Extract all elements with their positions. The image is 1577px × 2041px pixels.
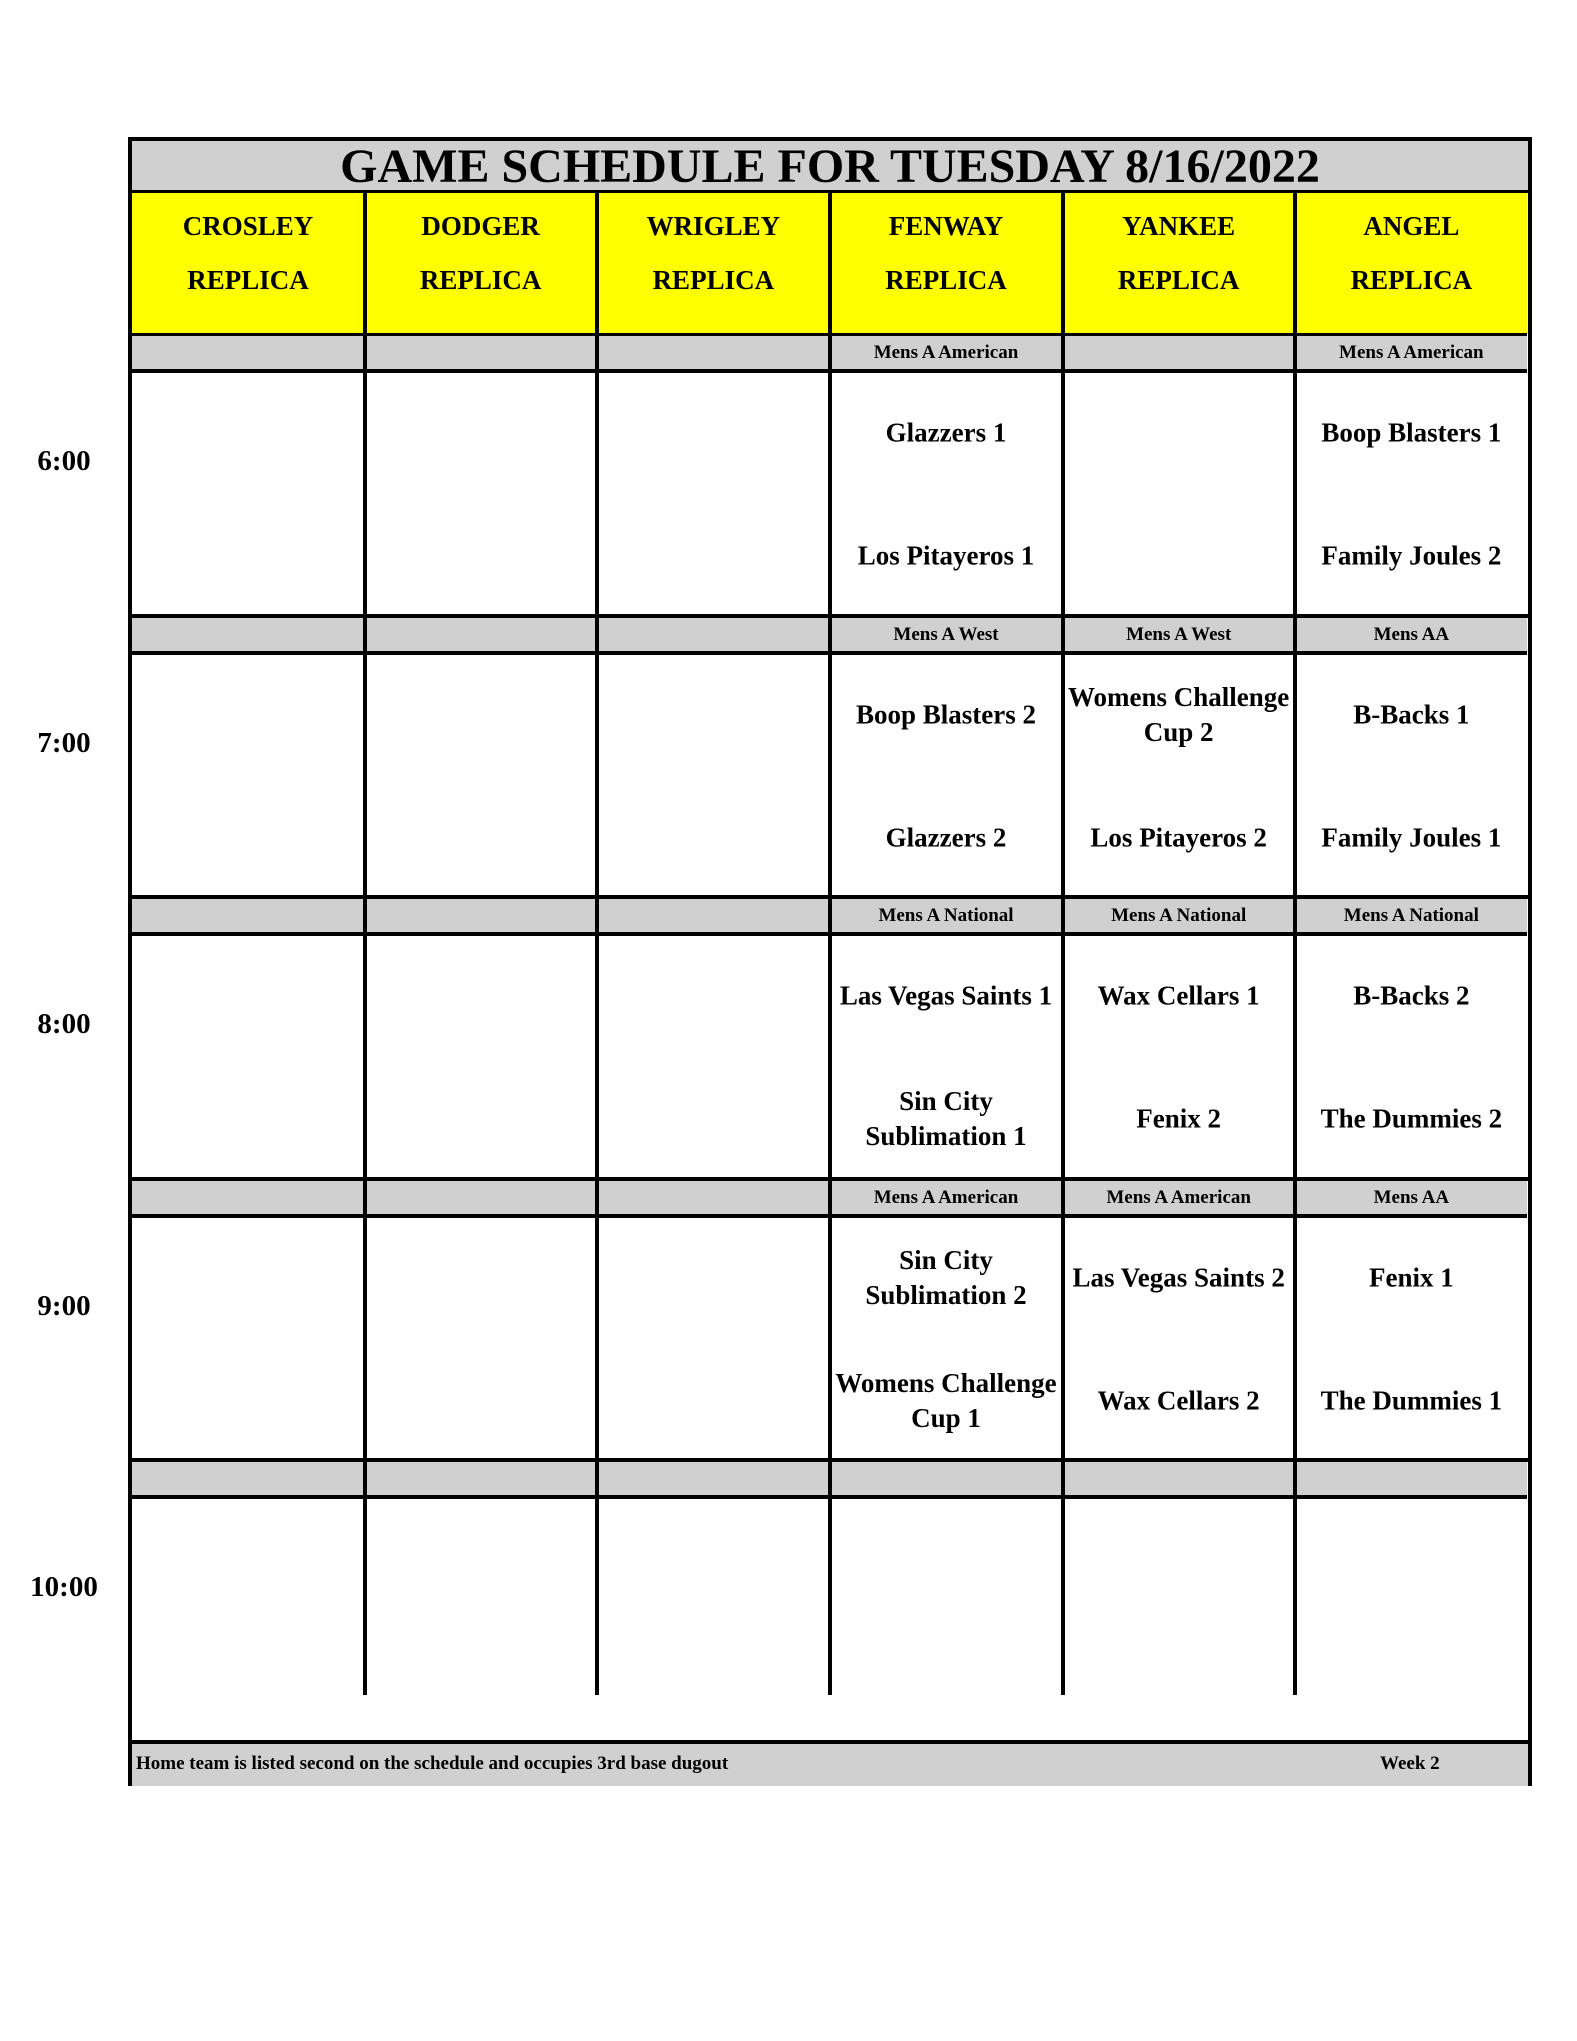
division-label: Mens A American bbox=[1063, 1181, 1295, 1218]
division-label bbox=[132, 1462, 364, 1499]
division-label bbox=[132, 899, 364, 936]
field-header-dodger bbox=[365, 193, 597, 336]
division-label bbox=[597, 618, 829, 655]
field-header-fenway bbox=[830, 193, 1062, 336]
away-team: Las Vegas Saints 2 bbox=[1072, 1262, 1285, 1292]
division-label: Mens AA bbox=[1295, 618, 1527, 655]
time-label: 6:00 bbox=[37, 445, 91, 478]
field-name: YANKEE bbox=[1122, 211, 1236, 241]
field-type: REPLICA bbox=[885, 265, 1007, 295]
home-team: Glazzers 2 bbox=[885, 822, 1007, 852]
division-label bbox=[597, 1181, 829, 1218]
home-team: The Dummies 1 bbox=[1320, 1385, 1503, 1415]
home-team: Womens Challenge Cup 1 bbox=[835, 1367, 1057, 1433]
schedule-title: GAME SCHEDULE FOR TUESDAY 8/16/2022 bbox=[132, 141, 1528, 193]
division-label bbox=[365, 899, 597, 936]
field-type: REPLICA bbox=[187, 265, 309, 295]
division-label: Mens A West bbox=[830, 618, 1062, 655]
away-team: Sin City Sublimation 2 bbox=[865, 1244, 1027, 1310]
division-label bbox=[365, 1181, 597, 1218]
division-label bbox=[365, 336, 597, 373]
footer-note: Home team is listed second on the schedule and occupies 3rd base dugout bbox=[136, 1753, 729, 1774]
field-type: REPLICA bbox=[1350, 265, 1473, 295]
field-header-angel bbox=[1295, 193, 1527, 336]
division-label: Mens A American bbox=[830, 336, 1062, 373]
division-label bbox=[830, 1462, 1062, 1499]
column-divider bbox=[828, 193, 832, 1695]
division-label bbox=[1063, 1462, 1295, 1499]
division-label: Mens A West bbox=[1063, 618, 1295, 655]
field-name: FENWAY bbox=[888, 211, 1004, 241]
division-label: Mens A National bbox=[1295, 899, 1527, 936]
division-label: Mens A American bbox=[1295, 336, 1527, 373]
row-divider bbox=[132, 1740, 1528, 1744]
field-type: REPLICA bbox=[1117, 265, 1240, 295]
division-label bbox=[132, 1181, 364, 1218]
home-team: Wax Cellars 2 bbox=[1097, 1385, 1260, 1415]
field-type: REPLICA bbox=[652, 265, 775, 295]
division-label: Mens A National bbox=[830, 899, 1062, 936]
home-team: Fenix 2 bbox=[1136, 1103, 1222, 1134]
field-name: DODGER bbox=[421, 211, 540, 241]
division-label bbox=[132, 618, 364, 655]
away-team: Fenix 1 bbox=[1368, 1262, 1454, 1292]
home-team: Family Joules 1 bbox=[1321, 822, 1502, 852]
away-team: B-Backs 1 bbox=[1353, 699, 1470, 729]
away-team: Wax Cellars 1 bbox=[1097, 980, 1260, 1011]
week-label: Week 2 bbox=[1380, 1753, 1440, 1774]
column-divider bbox=[1293, 193, 1297, 1695]
division-label: Mens A National bbox=[1063, 899, 1295, 936]
away-team: Womens Challenge Cup 2 bbox=[1068, 681, 1290, 747]
division-label bbox=[365, 1462, 597, 1499]
away-team: Boop Blasters 1 bbox=[1321, 417, 1502, 448]
time-label: 10:00 bbox=[30, 1571, 98, 1604]
schedule-table bbox=[128, 137, 1532, 1786]
home-team: Los Pitayeros 1 bbox=[857, 540, 1035, 571]
away-team: Boop Blasters 2 bbox=[855, 699, 1036, 729]
column-divider bbox=[1061, 193, 1065, 1695]
time-label: 9:00 bbox=[37, 1289, 91, 1322]
field-header-crosley bbox=[132, 193, 364, 336]
division-label bbox=[132, 336, 364, 373]
field-name: WRIGLEY bbox=[646, 211, 781, 241]
division-label bbox=[597, 1462, 829, 1499]
column-divider bbox=[595, 193, 599, 1695]
field-name: CROSLEY bbox=[182, 211, 314, 241]
home-team: Family Joules 2 bbox=[1321, 540, 1502, 571]
schedule-footer bbox=[132, 1741, 1528, 1786]
field-name: ANGEL bbox=[1363, 211, 1460, 241]
division-label bbox=[1063, 336, 1295, 373]
home-team: Sin City Sublimation 1 bbox=[865, 1086, 1027, 1151]
away-team: Glazzers 1 bbox=[885, 417, 1007, 448]
home-team: Los Pitayeros 2 bbox=[1090, 822, 1267, 852]
home-team: The Dummies 2 bbox=[1320, 1103, 1503, 1134]
division-label bbox=[597, 899, 829, 936]
field-header-wrigley bbox=[597, 193, 829, 336]
division-label: Mens A American bbox=[830, 1181, 1062, 1218]
time-label: 8:00 bbox=[37, 1008, 91, 1041]
time-label: 7:00 bbox=[37, 726, 91, 759]
division-label bbox=[365, 618, 597, 655]
division-label bbox=[597, 336, 829, 373]
away-team: Las Vegas Saints 1 bbox=[839, 980, 1053, 1011]
division-label: Mens AA bbox=[1295, 1181, 1527, 1218]
column-divider bbox=[363, 193, 367, 1695]
division-label bbox=[1295, 1462, 1527, 1499]
field-header-yankee bbox=[1063, 193, 1295, 336]
away-team: B-Backs 2 bbox=[1353, 980, 1470, 1011]
field-type: REPLICA bbox=[419, 265, 542, 295]
